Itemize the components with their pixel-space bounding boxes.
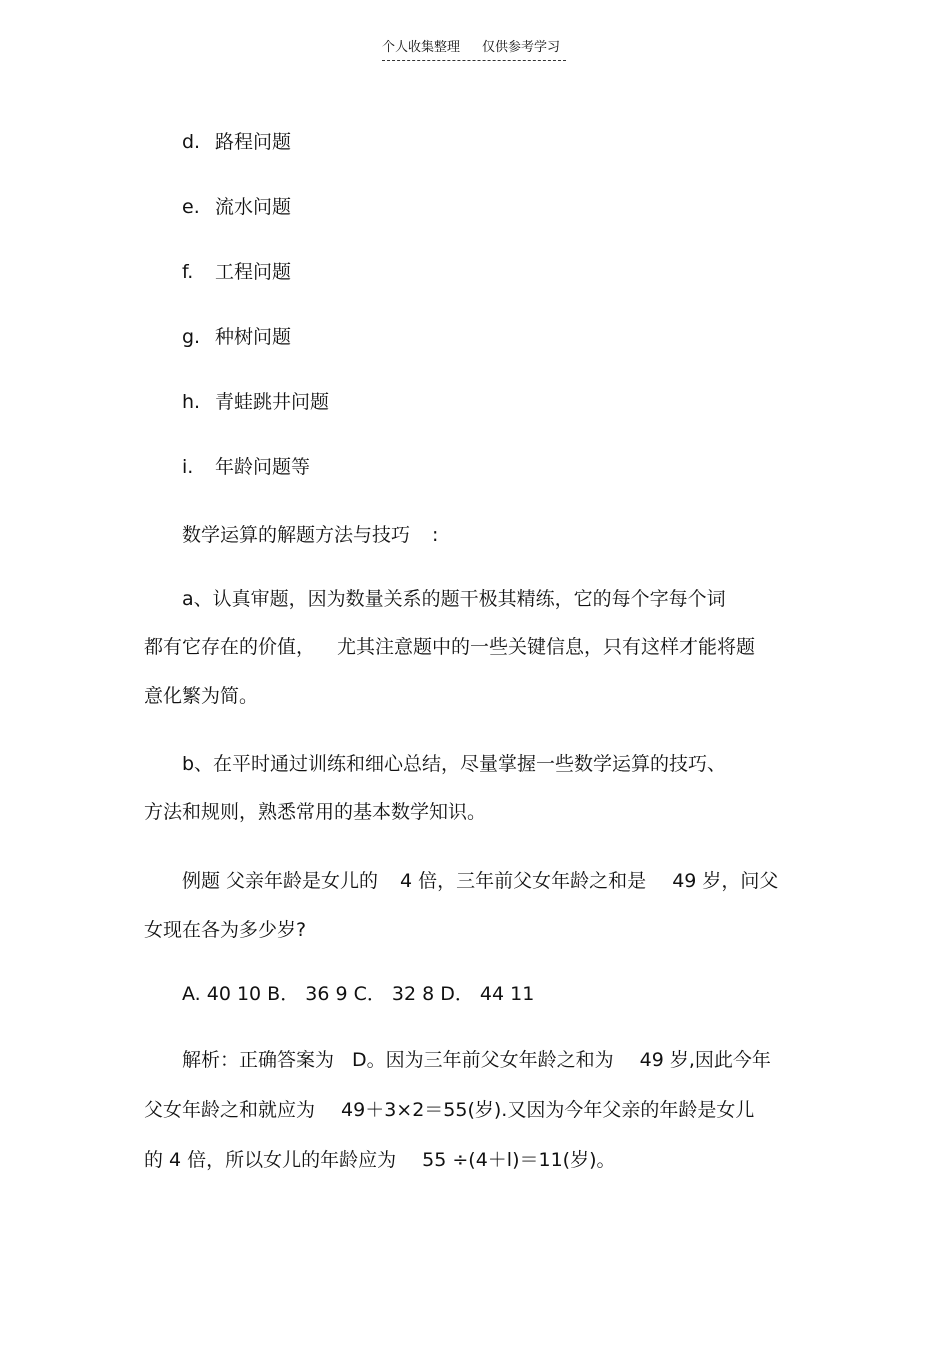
list-item-label: d. <box>182 131 201 153</box>
list-item <box>182 325 291 349</box>
list-item <box>182 130 291 154</box>
analysis-part-1c: 49 岁,因此今年 <box>639 1049 771 1071</box>
analysis-part-2a: 父女年龄之和就应为 <box>144 1099 316 1121</box>
list-item-label: f. <box>182 261 194 283</box>
paragraph-b-line-2: 方法和规则，熟悉常用的基本数学知识。 <box>144 801 487 823</box>
page-header <box>382 38 566 61</box>
analysis-part-1b: D。因为三年前父女年龄之和为 <box>352 1049 614 1071</box>
list-item-label: g. <box>182 326 201 348</box>
analysis-line-2 <box>144 1098 754 1122</box>
section-title-text: 数学运算的解题方法与技巧 <box>182 524 411 546</box>
example-line-2: 女现在各为多少岁? <box>144 919 307 941</box>
analysis-part-1a: 解析：正确答案为 <box>182 1049 335 1071</box>
list-item-label: i. <box>182 456 194 478</box>
answer-options: A. 40 10 B． 36 9 C． 32 8 D． 44 11 <box>182 983 535 1005</box>
section-title <box>182 523 438 547</box>
section-title-colon: : <box>432 524 439 546</box>
analysis-line-1 <box>182 1048 771 1072</box>
analysis-part-2b: 49＋3×2＝55(岁).又因为今年父亲的年龄是女儿 <box>341 1099 755 1121</box>
paragraph-a-line-1: a、认真审题，因为数量关系的题干极其精练，它的每个字每个词 <box>182 588 726 610</box>
paragraph-a-line-2a: 都有它存在的价值， <box>144 636 316 658</box>
example-part-1: 例题 父亲年龄是女儿的 <box>182 870 379 892</box>
list-item-label: e. <box>182 196 200 218</box>
header-right-text: 仅供参考学习 <box>482 40 561 55</box>
list-item <box>182 390 329 414</box>
analysis-part-3b: 55 ÷(4＋l)＝11(岁)。 <box>422 1149 616 1171</box>
example-part-2: 4 倍，三年前父女年龄之和是 <box>400 870 647 892</box>
paragraph-a-line-2b: 尤其注意题中的一些关键信息，只有这样才能将题 <box>337 636 756 658</box>
paragraph-a-line-3: 意化繁为简。 <box>144 685 259 707</box>
header-left-text: 个人收集整理 <box>382 40 461 55</box>
analysis-part-3a: 的 4 倍，所以女儿的年龄应为 <box>144 1149 397 1171</box>
list-item-label: h. <box>182 391 201 413</box>
list-item <box>182 195 291 219</box>
list-item <box>182 455 310 479</box>
list-item-text: 种树问题 <box>215 326 292 348</box>
list-item-text: 路程问题 <box>215 131 292 153</box>
example-part-3: 49 岁，问父 <box>672 870 779 892</box>
list-item <box>182 260 291 284</box>
analysis-line-3 <box>144 1148 616 1172</box>
list-item-text: 工程问题 <box>215 261 292 283</box>
paragraph-a-line-2 <box>144 635 755 659</box>
list-item-text: 青蛙跳井问题 <box>215 391 330 413</box>
example-line-1 <box>182 869 778 893</box>
list-item-text: 流水问题 <box>215 196 292 218</box>
list-item-text: 年龄问题等 <box>215 456 311 478</box>
paragraph-b-line-1: b、在平时通过训练和细心总结，尽量掌握一些数学运算的技巧、 <box>182 753 727 775</box>
